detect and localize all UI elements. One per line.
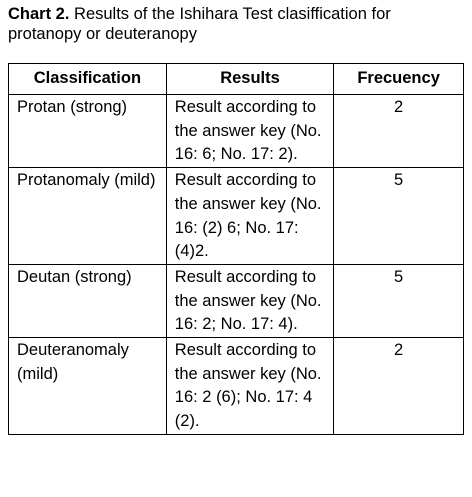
table-row: [9, 338, 464, 435]
cell-classification: Deuteranomaly (mild): [9, 338, 167, 435]
results-table: [8, 63, 464, 435]
table-header-row: [9, 64, 464, 95]
cell-frequency: 2: [334, 95, 464, 168]
cell-results: Result according to the answer key (No. 16: 2 (6); No. 17: 4 (2).: [166, 338, 333, 435]
caption-label: Chart 2.: [8, 5, 70, 23]
table-row: [9, 95, 464, 168]
cell-results: Result according to the answer key (No. 16: (2) 6; No. 17: (4)2.: [166, 168, 333, 265]
cell-results: Result according to the answer key (No. 16: 6; No. 17: 2).: [166, 95, 333, 168]
header-results: Results: [166, 64, 333, 95]
cell-frequency: 2: [334, 338, 464, 435]
chart-caption: [8, 4, 464, 44]
cell-results: Result according to the answer key (No. 16: 2; No. 17: 4).: [166, 264, 333, 337]
table-row: [9, 264, 464, 337]
cell-classification: Protanomaly (mild): [9, 168, 167, 265]
cell-classification: Deutan (strong): [9, 264, 167, 337]
cell-classification: Protan (strong): [9, 95, 167, 168]
caption-text: Results of the Ishihara Test clasiffication for protanopy or deuteranopy: [8, 5, 391, 43]
header-classification: Classification: [9, 64, 167, 95]
cell-frequency: 5: [334, 264, 464, 337]
table-row: [9, 168, 464, 265]
cell-frequency: 5: [334, 168, 464, 265]
header-frequency: Frecuency: [334, 64, 464, 95]
